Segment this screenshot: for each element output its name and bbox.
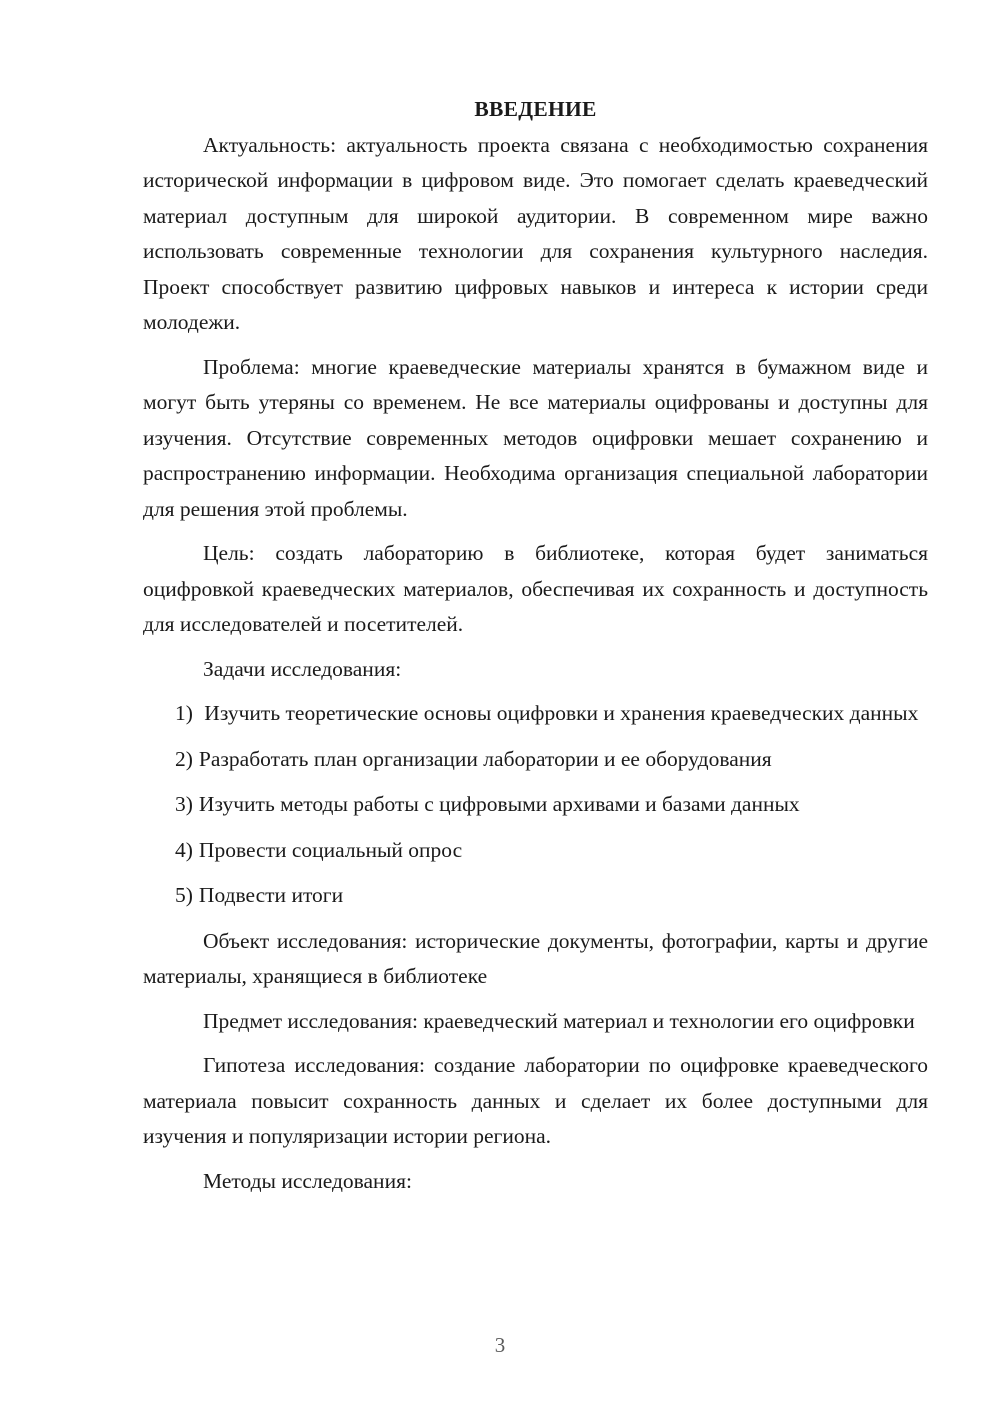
list-item: [143, 787, 928, 823]
list-item-number: 2): [175, 746, 193, 771]
list-item-number: 1): [175, 701, 193, 725]
list-item-text: Подвести итоги: [198, 883, 344, 907]
list-item-number: 3): [175, 792, 193, 816]
tasks-heading: Задачи исследования:: [203, 656, 402, 681]
methods-heading: Методы исследования:: [203, 1168, 412, 1193]
page-number: 3: [494, 1333, 506, 1357]
list-item-text: Разработать план организации лаборатории и ее оборудования: [198, 746, 772, 771]
list-item: [143, 742, 928, 778]
problem-paragraph: Проблема: многие краеведческие материалы хранятся в бумажном виде и могут быть утеряны со временем. Не все материалы оцифрованы и доступны для изучения. Отсутствие современных методов оцифровки мешает сохранению и распространению информации. Необходима организация специальной лаборатории для решения этой проблемы.: [143, 354, 928, 521]
document-page: [143, 92, 928, 1208]
list-item-number: 4): [175, 837, 193, 862]
tasks-list: [143, 696, 928, 914]
list-item-text: Провести социальный опрос: [198, 837, 463, 862]
list-item: [143, 696, 928, 732]
goal-paragraph: Цель: создать лабораторию в библиотеке, которая будет заниматься оцифровкой краеведческих материалов, обеспечивая их сохранность и доступность для исследователей и посетителей.: [143, 541, 928, 636]
subject-paragraph: Предмет исследования: краеведческий материал и технологии его оцифровки: [203, 1008, 915, 1033]
list-item: [143, 878, 928, 914]
list-item-number: 5): [175, 883, 193, 907]
list-item-text: Изучить теоретические основы оцифровки и хранения краеведческих данных: [204, 701, 919, 725]
section-title: ВВЕДЕНИЕ: [474, 97, 597, 121]
hypothesis-paragraph: Гипотеза исследования: создание лаборатории по оцифровке краеведческого материала повысит сохранность данных и сделает их более доступными для изучения и популяризации истории региона.: [143, 1053, 928, 1148]
relevance-paragraph: Актуальность: актуальность проекта связана с необходимостью сохранения исторической информации в цифровом виде. Это помогает сделать краеведческий материал доступным для широкой аудитории. В современном мире важно использовать современные технологии для сохранения культурного наследия. Проект способствует развитию цифровых навыков и интереса к истории среди молодежи.: [143, 132, 928, 334]
list-item: [143, 833, 928, 869]
list-item-text: Изучить методы работы с цифровыми архивами и базами данных: [198, 792, 800, 816]
object-paragraph: Объект исследования: исторические документы, фотографии, карты и другие материалы, хранящиеся в библиотеке: [143, 928, 928, 988]
